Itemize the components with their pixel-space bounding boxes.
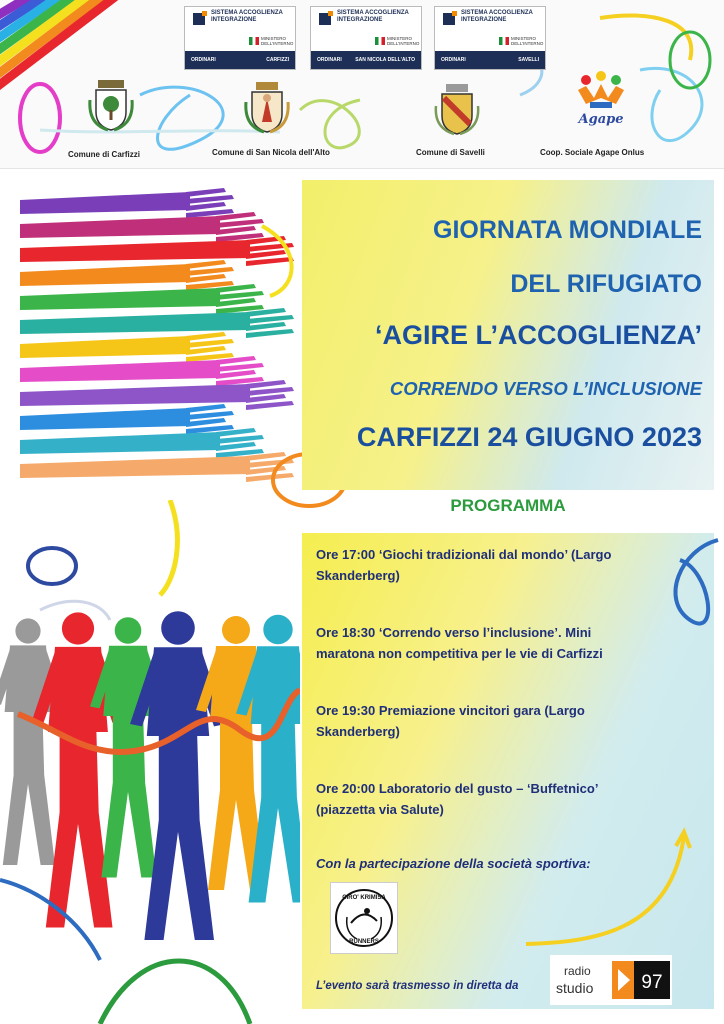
hand-finger [216, 435, 264, 444]
carfizzi-coat-of-arms-icon [88, 80, 134, 132]
sai-comune: SAVELLI [518, 57, 539, 63]
sai-logo-carfizzi [184, 6, 296, 70]
comune-san-nicola-label: Comune di San Nicola dell'Alto [212, 148, 330, 157]
hand-arm [20, 312, 250, 334]
hand-arm [20, 288, 220, 310]
partner-text: Con la partecipazione della società sportiva: [316, 856, 591, 871]
hand-arm [20, 384, 250, 406]
sai-category: ORDINARI [441, 57, 466, 63]
hand-finger [186, 404, 226, 413]
title-line-2: DEL RIFUGIATO [510, 270, 702, 298]
hand-finger [246, 329, 294, 338]
hand-finger [216, 291, 264, 300]
hand-arm [20, 432, 220, 454]
radio-logo-word1: radio [564, 964, 591, 978]
agape-label: Coop. Sociale Agape Onlus [540, 148, 645, 157]
program-heading: PROGRAMMA [450, 496, 566, 515]
radio-studio-97-logo [550, 955, 672, 1005]
hand-finger [186, 411, 234, 420]
subtitle: CORRENDO VERSO L’INCLUSIONE [389, 378, 702, 399]
hand-arm [20, 456, 250, 478]
program-item-4-line2: (piazzetta via Salute) [316, 802, 444, 817]
hand-finger [186, 188, 226, 197]
program-item-1-line1: Ore 17:00 ‘Giochi tradizionali dal mondo’ (Largo [316, 547, 612, 562]
comune-savelli-label: Comune di Savelli [416, 148, 485, 157]
sai-square-icon [193, 13, 205, 25]
sai-category: ORDINARI [317, 57, 342, 63]
italian-flag-icon [499, 37, 509, 45]
krimisa-runners-logo [330, 882, 398, 954]
hand-arm [20, 408, 190, 430]
savelli-coat-of-arms-icon [434, 84, 480, 136]
sai-comune: CARFIZZI [266, 57, 289, 63]
agape-logo-icon [572, 68, 630, 130]
hand-finger [246, 315, 294, 324]
hand-finger [186, 195, 234, 204]
sai-title: SISTEMA ACCOGLIENZA INTEGRAZIONE [461, 10, 533, 23]
hand-finger [246, 387, 294, 396]
hand-finger [186, 267, 234, 276]
hand-arm [20, 192, 190, 214]
sai-logo-san-nicola [310, 6, 422, 70]
event-date: CARFIZZI 24 GIUGNO 2023 [356, 422, 702, 452]
sai-square-icon [319, 13, 331, 25]
program-item-3-line1: Ore 19:30 Premiazione vincitori gara (Largo [316, 703, 585, 718]
program-item-2-line1: Ore 18:30 ‘Correndo verso l’inclusione’. Mini [316, 625, 592, 640]
program-item-1-line2: Skanderberg) [316, 568, 400, 583]
title-line-1: GIORNATA MONDIALE [433, 216, 702, 244]
sai-ministry: MINISTERO DELL'INTERNO [387, 36, 420, 46]
program-item-2 [316, 622, 708, 664]
krimisa-logo-top-text: CIRO' KRIMISA [342, 895, 386, 901]
hand-finger [216, 363, 264, 372]
italian-flag-icon [249, 37, 259, 45]
hand-finger [246, 401, 294, 410]
sai-square-icon [443, 13, 455, 25]
agape-logo-text: Agape [578, 112, 624, 127]
hand-arm [20, 240, 250, 262]
runners-illustration [0, 500, 300, 1024]
italian-flag-icon [375, 37, 385, 45]
hand-arm [20, 216, 220, 238]
program-item-1 [316, 544, 708, 586]
radio-logo-number: 97 [641, 972, 663, 993]
raised-hands-illustration [0, 186, 300, 496]
broadcast-text: L’evento sarà trasmesso in diretta da [316, 980, 519, 992]
hand-finger [186, 339, 234, 348]
hand-finger [186, 332, 226, 341]
program-item-3 [316, 700, 708, 742]
program-item-3-line2: Skanderberg) [316, 724, 400, 739]
hand-finger [186, 260, 226, 269]
yellow-arrow-decoration [520, 824, 700, 954]
sai-title: SISTEMA ACCOGLIENZA INTEGRAZIONE [211, 10, 283, 23]
sai-ministry: MINISTERO DELL'INTERNO [511, 36, 544, 46]
hand-finger [246, 257, 294, 266]
comune-carfizzi-label: Comune di Carfizzi [68, 150, 141, 159]
program-item-4 [316, 778, 708, 820]
sai-ministry: MINISTERO DELL'INTERNO [261, 36, 294, 46]
program-item-4-line1: Ore 20:00 Laboratorio del gusto – ‘Buffetnico’ [316, 781, 599, 796]
sai-logo-savelli [434, 6, 546, 70]
hand-arm [20, 264, 190, 286]
program-item-2-line2: maratona non competitiva per le vie di Carfizzi [316, 646, 603, 661]
krimisa-logo-bottom-text: RUNNERS [349, 939, 379, 945]
sai-category: ORDINARI [191, 57, 216, 63]
radio-logo-word2: studio [556, 980, 594, 996]
sai-comune: SAN NICOLA DELL'ALTO [355, 57, 415, 63]
san-nicola-coat-of-arms-icon [244, 82, 290, 134]
hand-arm [20, 360, 220, 382]
title-line-3: ‘AGIRE L’ACCOGLIENZA’ [374, 320, 702, 350]
hand-arm [20, 336, 190, 358]
hand-finger [216, 219, 264, 228]
sai-title: SISTEMA ACCOGLIENZA INTEGRAZIONE [337, 10, 409, 23]
